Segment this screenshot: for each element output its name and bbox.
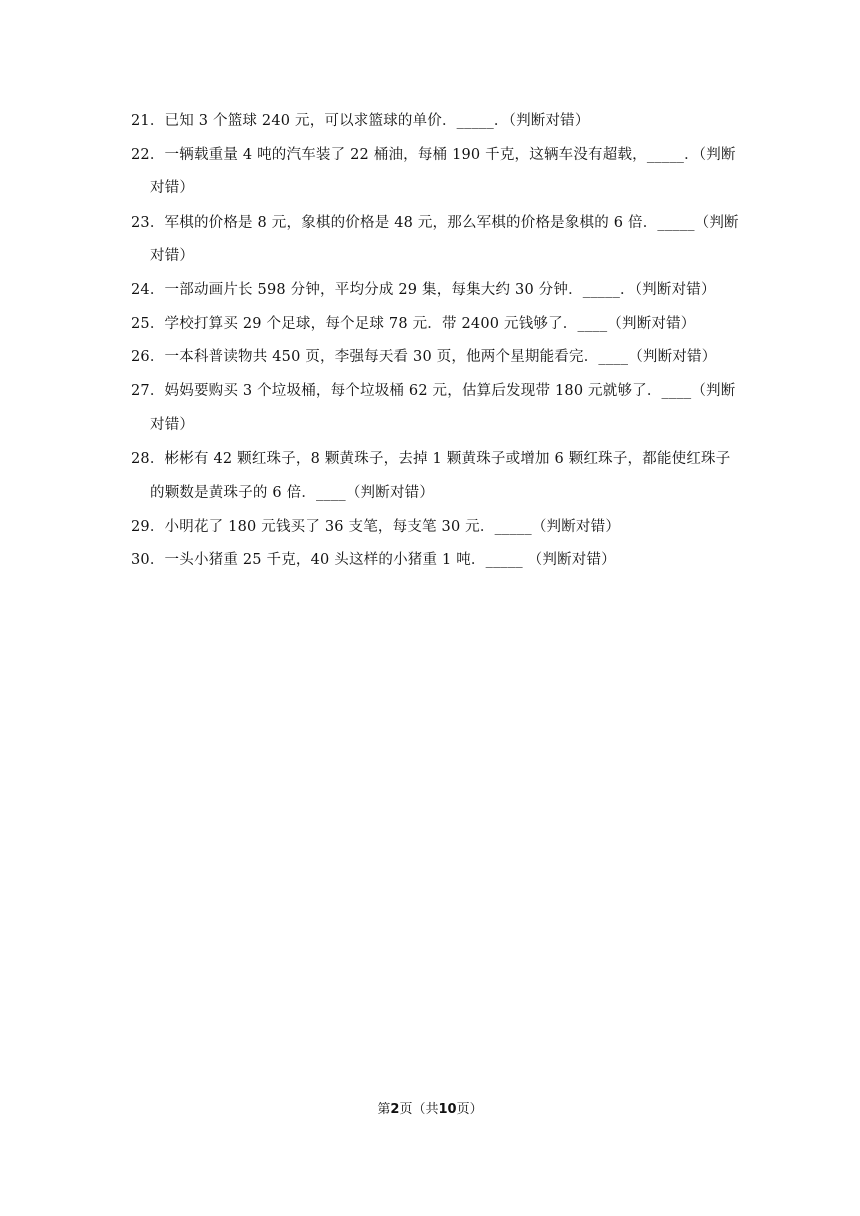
question-23-continuation: 对错）: [150, 248, 195, 264]
footer-suffix: 页）: [456, 1102, 483, 1117]
question-27: 27．妈妈要购买 3 个垃圾桶，每个垃圾桶 62 元，估算后发现带 180 元就够了．____（判断: [131, 383, 736, 399]
question-24: 24．一部动画片长 598 分钟，平均分成 29 集，每集大约 30 分钟．_____．（判断对错）: [131, 282, 716, 298]
footer-middle: 页（共: [399, 1102, 439, 1117]
question-28: 28．彬彬有 42 颗红珠子，8 颗黄珠子，去掉 1 颗黄珠子或增加 6 颗红珠子，都能使红珠子: [131, 451, 731, 467]
question-21: 21．已知 3 个篮球 240 元，可以求篮球的单价．_____．（判断对错）: [131, 113, 590, 129]
question-29: 29．小明花了 180 元钱买了 36 支笔，每支笔 30 元．_____（判断对错）: [131, 519, 621, 535]
question-26: 26．一本科普读物共 450 页，李强每天看 30 页，他两个星期能看完．____（判断对错）: [131, 349, 717, 365]
footer-prefix: 第: [377, 1102, 391, 1117]
page-footer: [0, 1101, 860, 1119]
question-28-continuation: 的颗数是黄珠子的 6 倍．____（判断对错）: [150, 485, 435, 501]
question-22: 22．一辆载重量 4 吨的汽车装了 22 桶油，每桶 190 千克，这辆车没有超载，_____．（判断: [131, 147, 736, 163]
question-27-continuation: 对错）: [150, 417, 195, 433]
question-25: 25．学校打算买 29 个足球，每个足球 78 元．带 2400 元钱够了．____（判断对错）: [131, 316, 696, 332]
footer-total-pages: 10: [438, 1102, 457, 1117]
question-23: 23．军棋的价格是 8 元，象棋的价格是 48 元，那么军棋的价格是象棋的 6 倍．_____（判断: [131, 215, 739, 231]
footer-page-number: 2: [390, 1102, 400, 1117]
question-22-continuation: 对错）: [150, 180, 195, 196]
question-30: 30．一头小猪重 25 千克，40 头这样的小猪重 1 吨．_____ （判断对错）: [131, 552, 616, 568]
